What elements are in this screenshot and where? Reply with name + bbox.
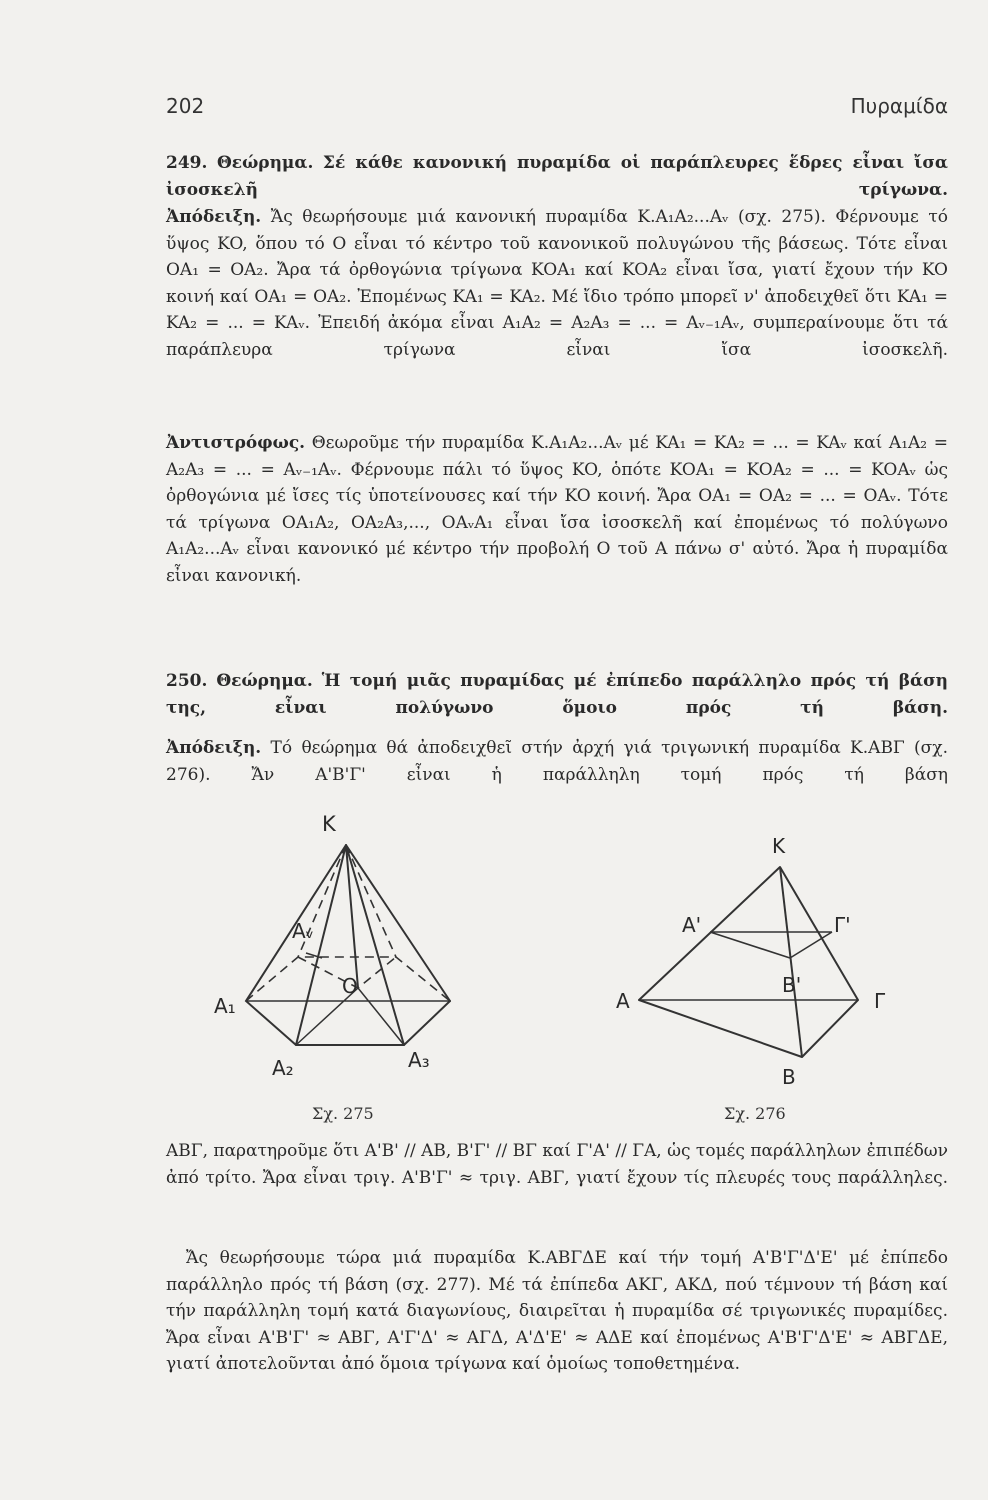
proof-label: Ἀπόδειξη. — [166, 207, 262, 227]
figure-275-caption: Σχ. 275 — [312, 1104, 374, 1123]
proof-label: Ἀπόδειξη. — [166, 738, 262, 758]
proof-text: Ἄς θεωρήσουμε μιά κανονική πυραμίδα K.A₁A₂...Aᵥ (σχ. 275). Φέρνουμε τό ὕψος KO, ὅπου τό O εἶναι τό κέντρο τοῦ κανονικοῦ πολυγώνου τῆς βάσεως. Τότε εἶναι OA₁ = OA₂. Ἄρα τά ὀρθογώνια τρίγωνα KOA₁ καί KOA₂ εἶναι ἴσα, γιατί ἔχουν τήν KO κοινή καί OA₁ = OA₂. Ἐπομένως KA₁ = KA₂. Μέ ἴδιο τρόπο μπορεῖ ν' ἀποδειχθεῖ ὅτι KA₁ = KA₂ = ... = KAᵥ. Ἐπειδή ἀκόμα εἶναι A₁A₂ = A₂A₃ = ... = Aᵥ₋₁Aᵥ, συμπεραίνουμε ὅτι τά παράπλευρα τρίγωνα εἶναι ἴσα ἰσοσκελῆ. — [166, 207, 948, 360]
continuation-text: ΑΒΓ, παρατηροῦμε ὅτι Α'Β' // ΑΒ, Β'Γ' // ΒΓ καί Γ'Α' // ΓΑ, ὡς τομές παράλληλων ἐπιπέδων ἀπό τρίτο. Ἄρα εἶναι τριγ. Α'Β'Γ' ≈ τριγ. ΑΒΓ, γιατί ἔχουν τίς πλευρές τους παράλληλες. — [166, 1141, 948, 1188]
converse-text: Θεωροῦμε τήν πυραμίδα K.A₁A₂...Aᵥ μέ KA₁ = KA₂ = ... = KAᵥ καί A₁A₂ = A₂A₃ = ... = Aᵥ₋₁Aᵥ. Φέρνουμε πάλι τό ὕψος KO, ὁπότε KOA₁ = KOA₂ = ... = KOAᵥ ὡς ὀρθογώνια μέ ἴσες τίς ὑποτείνουσες καί τήν KO κοινή. Ἄρα OA₁ = OA₂ = ... = OAᵥ. Τότε τά τρίγωνα OA₁A₂, OA₂A₃,..., OAᵥA₁ εἶναι ἴσα ἰσοσκελῆ καί ἐπομένως τό πολύγωνο A₁A₂...Aᵥ εἶναι κανονικό μέ κέντρο τήν προβολή O τοῦ A πάνω σ' αὐτό. Ἄρα ἡ πυραμίδα εἶναι κανονική. — [166, 433, 948, 586]
theorem-250-paragraph-2 — [166, 1245, 948, 1378]
theorem-label: Θεώρημα. — [216, 153, 314, 173]
figure-276 — [606, 830, 906, 1090]
pyramid-edges — [296, 845, 450, 1045]
figure-276-caption: Σχ. 276 — [724, 1104, 786, 1123]
converse-label: Ἀντιστρόφως. — [166, 433, 306, 453]
label-G-prime: Γ' — [834, 913, 851, 937]
running-header: Πυραμίδα — [850, 94, 948, 118]
label-B-prime: B' — [782, 973, 802, 997]
paragraph-text: Ἄς θεωρήσουμε τώρα μιά πυραμίδα K.ΑΒΓΔΕ καί τήν τομή Α'Β'Γ'Δ'Ε' μέ ἐπίπεδο παράλληλο πρός τή βάση (σχ. 277). Μέ τά ἐπίπεδα ΑΚΓ, ΑΚΔ, πού τέμνουν τή βάση καί τήν παράλληλη τομή κατά διαγωνίους, διαιρεῖται ἡ πυραμίδα σέ τριγωνικές πυραμίδες. Ἄρα εἶναι Α'Β'Γ' ≈ ΑΒΓ, Α'Γ'Δ' ≈ ΑΓΔ, Α'Δ'Ε' ≈ ΑΔΕ καί ἐπομένως Α'Β'Γ'Δ'Ε' ≈ ΑΒΓΔΕ, γιατί ἀποτελοῦνται ἀπό ὅμοια τρίγωνα καί ὁμοίως τοποθετημένα. — [166, 1248, 948, 1375]
theorem-number: 250. — [166, 671, 208, 691]
parallel-section — [710, 932, 832, 958]
label-O: O — [342, 974, 358, 998]
label-K: K — [772, 834, 786, 858]
theorem-text: Ἡ τομή μιᾶς πυραμίδας μέ ἐπίπεδο παράλληλο πρός τή βάση της, εἶναι πολύγωνο ὅμοιο πρός τή βάση. — [166, 671, 949, 718]
label-A1: A₁ — [214, 994, 236, 1018]
theorem-249-converse — [166, 430, 948, 590]
theorem-250-statement — [166, 668, 948, 721]
theorem-250-continuation — [166, 1138, 948, 1191]
label-B: B — [782, 1065, 796, 1089]
label-A3: A₃ — [408, 1048, 430, 1072]
theorem-249-proof — [166, 204, 948, 364]
label-G: Γ — [874, 989, 886, 1013]
label-K: K — [322, 812, 336, 836]
theorem-number: 249. — [166, 153, 208, 173]
figure-275 — [210, 805, 470, 1105]
theorem-250-proof — [166, 735, 948, 788]
label-A-prime: A' — [682, 913, 702, 937]
label-A: A — [616, 989, 630, 1013]
theorem-249-statement — [166, 150, 948, 203]
pyramid-outline — [639, 867, 858, 1057]
proof-text: Τό θεώρημα θά ἀποδειχθεῖ στήν ἀρχή γιά τριγωνική πυραμίδα K.ΑΒΓ (σχ. 276). Ἄν Α'Β'Γ' εἶναι ἡ παράλληλη τομή πρός τή βάση — [166, 738, 948, 785]
label-A2: A₂ — [272, 1056, 294, 1080]
edge-KB — [780, 867, 802, 1057]
label-Av: Aᵥ — [292, 919, 315, 943]
theorem-label: Θεώρημα. — [216, 671, 313, 691]
theorem-text: Σέ κάθε κανονική πυραμίδα οἱ παράπλευρες ἕδρες εἶναι ἴσα ἰσοσκελῆ τρίγωνα. — [166, 153, 948, 200]
page-number: 202 — [166, 94, 205, 118]
